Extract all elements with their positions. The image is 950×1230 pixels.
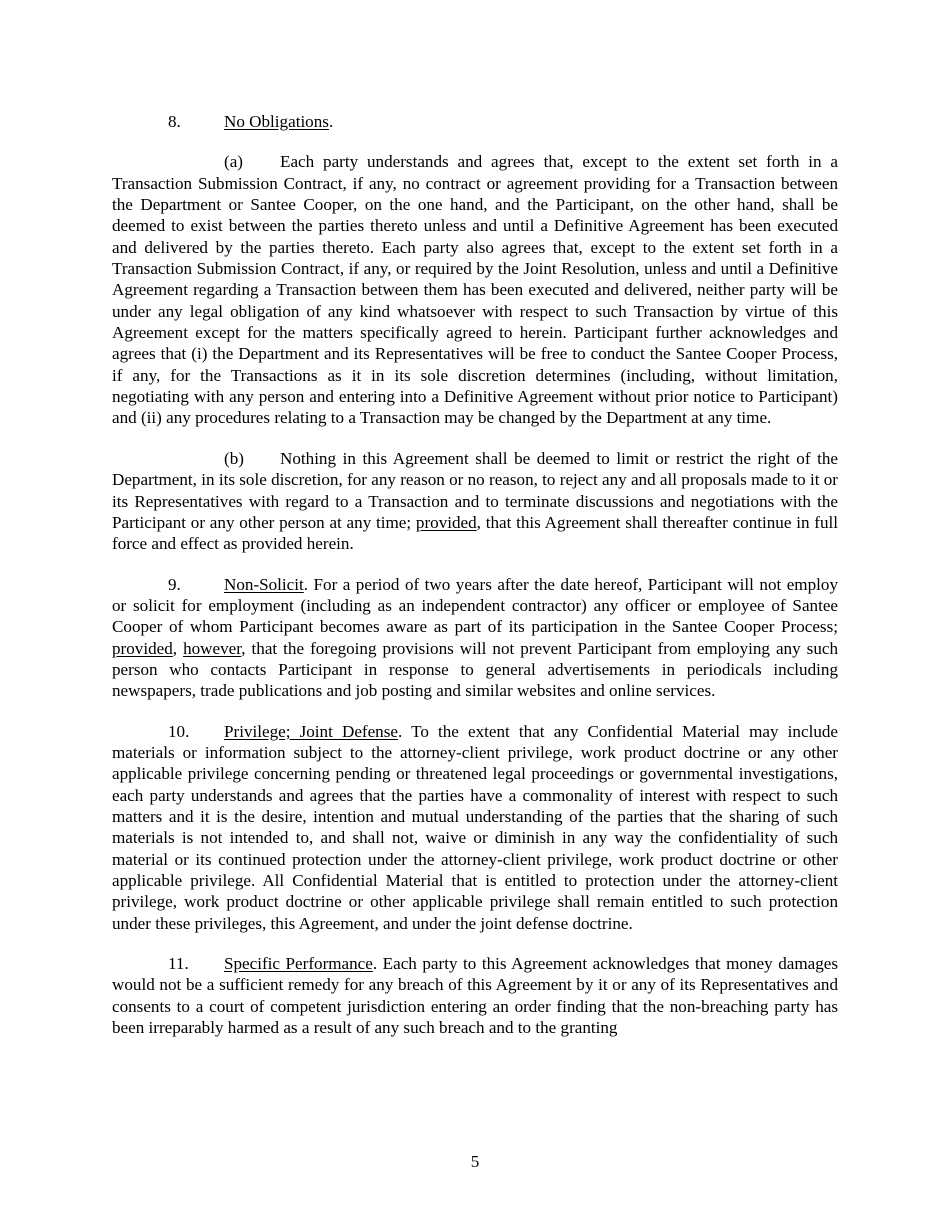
section-8b-text-after: , that this Agreement shall thereafter continue in full force and effect as provided herein. (112, 512, 838, 554)
section-8b-paragraph (112, 448, 838, 555)
section-10-title: Privilege; Joint Defense (224, 721, 398, 741)
section-11-text: . Each party to this Agreement acknowledges that money damages would not be a sufficient remedy for any breach of this Agreement by it or any of its Representatives and consents to a court of competent jurisdiction entering an order finding that the non-breaching party has been irreparably harmed as a result of any such breach and to the granting (112, 954, 839, 1038)
section-8b-text-before: Nothing in this Agreement shall be deemed to limit or restrict the right of the Department, in its sole discretion, for any reason or no reason, to reject any and all proposals made to it or its Representatives with regard to a Transaction and to terminate discussions and negotiations with the Participant or any other person at any time; (112, 448, 838, 532)
section-9-provided: provided (112, 638, 173, 658)
section-11-title: Specific Performance (224, 954, 373, 974)
document-page (112, 111, 838, 1057)
section-8a-text: Each party understands and agrees that, except to the extent set forth in a Transaction Submission Contract, if any, no contract or agreement providing for a Transaction between the Department or Santee Cooper, on the one hand, and the Participant, on the other hand, shall be deemed to exist between the parties thereto unless and until a Definitive Agreement has been executed and delivered by the parties thereto. Each party also agrees that, except to the extent set forth in a Transaction Submission Contract, if any, or required by the Joint Resolution, unless and until a Definitive Agreement regarding a Transaction between them has been executed and delivered, neither party will be under any legal obligation of any kind whatsoever with respect to such Transaction by virtue of this Agreement except for the matters specifically agreed to herein. Participant further acknowledges and agrees that (i) the Department and its Representatives will be free to conduct the Santee Cooper Process, if any, for the Transactions as it in its sole discretion determines (including, without limitation, negotiating with any person and entering into a Definitive Agreement without prior notice to Participant) and (ii) any procedures relating to a Transaction may be changed by the Department at any time. (112, 152, 838, 428)
section-9-however: however (183, 638, 242, 658)
section-9-title: Non-Solicit (224, 574, 304, 594)
section-9-text-1: . For a period of two years after the date hereof, Participant will not employ or solicit for employment (including as an independent contractor) any officer or employee of Santee Cooper of whom Participant becomes aware as part of its participation in the Santee Cooper Process; (112, 574, 838, 637)
section-8a-label: (a) (224, 152, 243, 172)
section-9-paragraph (112, 574, 838, 702)
section-11-number: 11. (168, 954, 189, 974)
section-9-text-2: , that the foregoing provisions will not prevent Participant from employing any such person who contacts Participant in response to general advertisements in periodicals including newspapers, trade publications and job posting and similar websites and online services. (112, 638, 839, 701)
section-10-number: 10. (168, 721, 190, 741)
section-8b-provided: provided (415, 512, 477, 532)
section-10-paragraph (112, 721, 838, 934)
section-8-title: No Obligations (224, 112, 329, 131)
section-8-number: 8. (168, 112, 181, 131)
section-11-paragraph (112, 953, 838, 1038)
section-9-comma: , (172, 638, 184, 658)
section-8b-label: (b) (224, 448, 244, 468)
page-number: 5 (470, 1152, 480, 1171)
section-8-heading (112, 111, 838, 132)
section-8-title-period: . (328, 112, 334, 131)
section-9-number: 9. (168, 574, 181, 594)
section-8a-paragraph (112, 151, 838, 428)
section-10-text: . To the extent that any Confidential Material may include materials or information subject to the attorney-client privilege, work product doctrine or any other applicable privilege concerning pending or threatened legal proceedings or governmental investigations, each party understands and agrees that the parties have a commonality of interest with respect to such matters and it is the desire, intention and mutual understanding of the parties that the sharing of such materials is not intended to, and shall not, waive or diminish in any way the confidentiality of such material or its continued protection under the attorney-client privilege, work product doctrine or other applicable privilege. All Confidential Material that is entitled to protection under the attorney-client privilege, work product doctrine or other applicable privilege shall remain entitled to such protection under these privileges, this Agreement, and under the joint defense doctrine. (112, 721, 838, 933)
